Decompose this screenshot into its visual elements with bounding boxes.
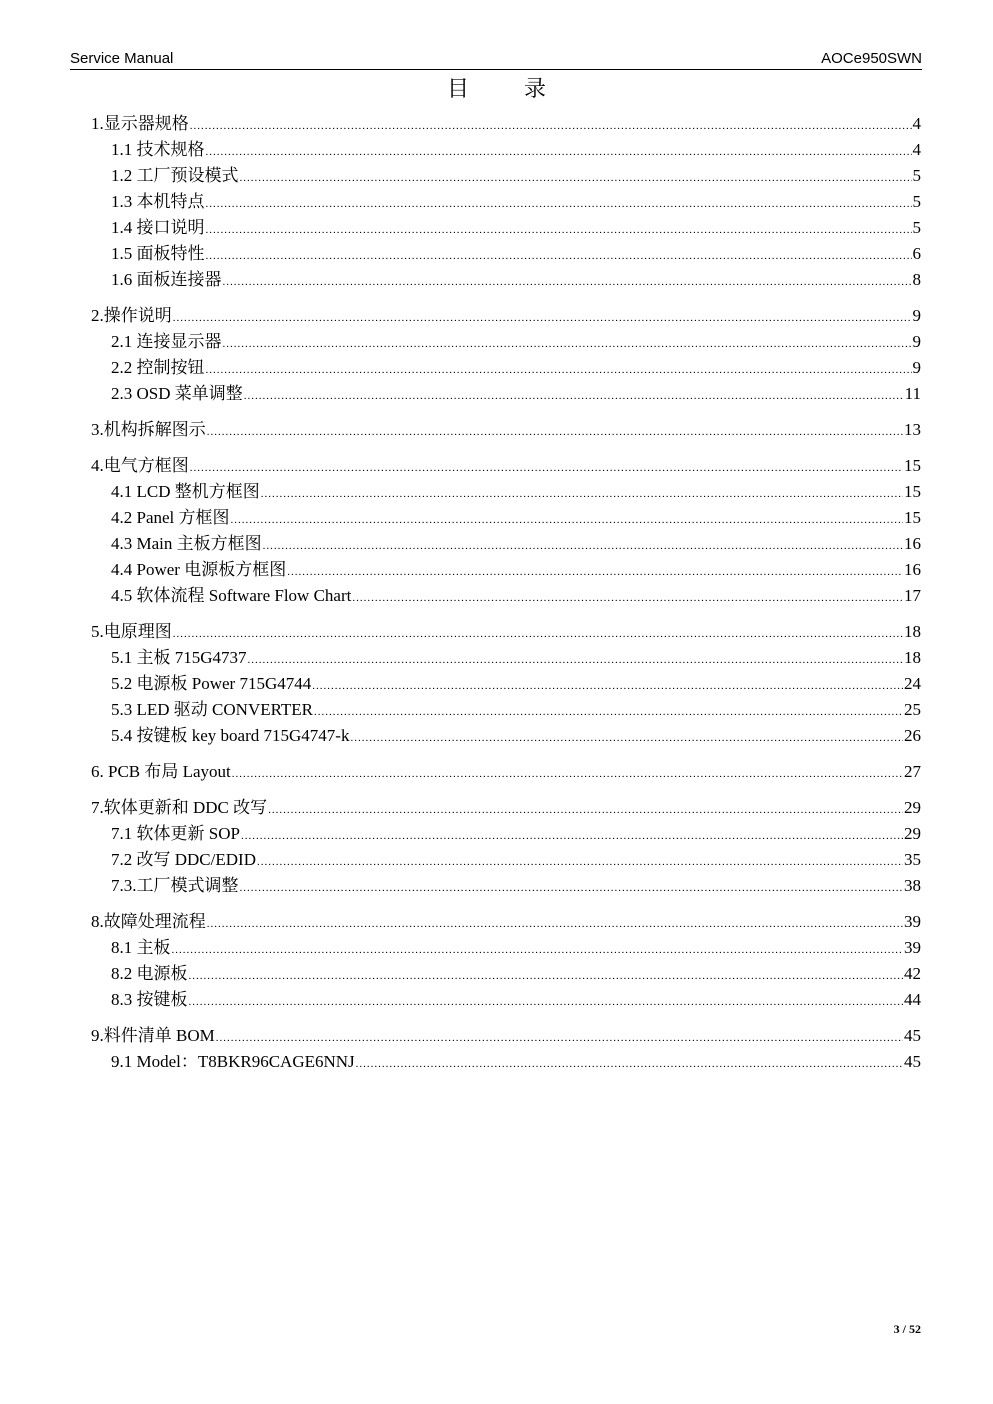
toc-dot-leader (231, 507, 903, 533)
toc-entry-page: 4 (912, 140, 921, 159)
toc-dot-leader (257, 849, 903, 875)
toc-dot-leader (232, 761, 903, 787)
toc-dot-leader (190, 113, 912, 139)
toc-dot-leader (314, 699, 903, 725)
toc-entry-page: 17 (904, 586, 921, 605)
toc-entry-page: 15 (904, 508, 921, 527)
toc-subsection-entry[interactable] (91, 189, 921, 215)
toc-dot-leader (223, 331, 912, 357)
toc-entry-page: 45 (904, 1026, 921, 1045)
toc-dot-leader (172, 937, 904, 963)
toc-entry-page: 29 (904, 798, 921, 817)
toc-dot-leader (206, 139, 912, 165)
toc-entry-page: 11 (904, 384, 921, 403)
toc-entry-title: 7.2 改写 DDC/EDID (111, 850, 256, 869)
toc-dot-leader (240, 165, 912, 191)
toc-title-char: 目 (446, 77, 469, 102)
toc-entry-title: 4.5 软体流程 Software Flow Chart (111, 586, 352, 605)
toc-entry-page: 15 (904, 456, 921, 475)
toc-entry-page: 5 (912, 166, 921, 185)
toc-entry-page: 15 (904, 482, 921, 501)
toc-entry-page: 38 (904, 876, 921, 895)
toc-entry-title: 4.2 Panel 方框图 (111, 508, 230, 527)
toc-entry-title: 9.料件清单 BOM (91, 1026, 215, 1045)
toc-entry-title: 1.4 接口说明 (111, 218, 205, 237)
toc-entry-title: 1.显示器规格 (91, 114, 189, 133)
toc-dot-leader (207, 911, 903, 937)
toc-dot-leader (207, 419, 903, 445)
toc-dot-leader (356, 1051, 903, 1077)
toc-dot-leader (263, 533, 903, 559)
toc-section-entry[interactable] (91, 453, 921, 479)
toc-entry-title: 8.3 按键板 (111, 990, 188, 1009)
toc-entry-page: 16 (904, 534, 921, 553)
toc-entry-title: 8.1 主板 (111, 938, 171, 957)
toc-subsection-entry[interactable] (91, 1049, 921, 1075)
toc-entry-page: 9 (912, 332, 921, 351)
toc-subsection-entry[interactable] (91, 381, 921, 407)
toc-section-entry[interactable] (91, 111, 921, 137)
toc-entry-page: 9 (912, 306, 921, 325)
toc-dot-leader (173, 305, 912, 331)
toc-entry-title: 2.3 OSD 菜单调整 (111, 384, 243, 403)
toc-dot-leader (350, 725, 903, 751)
toc-subsection-entry[interactable] (91, 821, 921, 847)
toc-entry-title: 2.操作说明 (91, 306, 172, 325)
toc-entry-title: 1.2 工厂预设模式 (111, 166, 239, 185)
toc-entry-page: 45 (904, 1052, 921, 1071)
toc-dot-leader (206, 357, 912, 383)
toc-entry-title: 9.1 Model：T8BKR96CAGE6NNJ (111, 1052, 355, 1071)
toc-subsection-entry[interactable] (91, 329, 921, 355)
toc-title (0, 72, 993, 103)
toc-dot-leader (244, 383, 904, 409)
toc-dot-leader (268, 797, 903, 823)
table-of-contents (91, 111, 921, 1075)
toc-subsection-entry[interactable] (91, 987, 921, 1013)
toc-dot-leader (223, 269, 912, 295)
toc-entry-title: 6. PCB 布局 Layout (91, 762, 231, 781)
toc-entry-title: 5.3 LED 驱动 CONVERTER (111, 700, 314, 719)
toc-entry-page: 18 (904, 648, 921, 667)
toc-entry-page: 35 (904, 850, 921, 869)
toc-dot-leader (206, 217, 912, 243)
toc-entry-title: 8.故障处理流程 (91, 912, 206, 931)
toc-dot-leader (190, 455, 903, 481)
toc-dot-leader (312, 673, 903, 699)
header-model-name: AOCe950SWN (821, 50, 922, 67)
toc-entry-title: 8.2 电源板 (111, 964, 188, 983)
header-manual-title: Service Manual (70, 50, 174, 67)
toc-subsection-entry[interactable] (91, 215, 921, 241)
toc-section-entry[interactable] (91, 303, 921, 329)
toc-entry-page: 13 (904, 420, 921, 439)
toc-title-char: 录 (524, 77, 547, 102)
toc-entry-page: 16 (904, 560, 921, 579)
toc-entry-page: 26 (904, 726, 921, 745)
toc-entry-title: 5.电原理图 (91, 622, 172, 641)
toc-subsection-entry[interactable] (91, 505, 921, 531)
toc-section-entry[interactable] (91, 909, 921, 935)
toc-entry-page: 18 (904, 622, 921, 641)
toc-subsection-entry[interactable] (91, 645, 921, 671)
toc-dot-leader (189, 989, 904, 1015)
toc-entry-page: 29 (904, 824, 921, 843)
toc-subsection-entry[interactable] (91, 935, 921, 961)
toc-entry-page: 8 (912, 270, 921, 289)
toc-entry-title: 5.2 电源板 Power 715G4744 (111, 674, 312, 693)
toc-entry-title: 4.4 Power 电源板方框图 (111, 560, 287, 579)
toc-dot-leader (287, 559, 903, 585)
toc-dot-leader (261, 481, 903, 507)
toc-dot-leader (206, 243, 912, 269)
toc-entry-title: 4.3 Main 主板方框图 (111, 534, 262, 553)
toc-section-entry[interactable] (91, 417, 921, 443)
toc-subsection-entry[interactable] (91, 847, 921, 873)
toc-entry-title: 5.4 按键板 key board 715G4747-k (111, 726, 350, 745)
toc-subsection-entry[interactable] (91, 267, 921, 293)
toc-dot-leader (240, 875, 904, 901)
toc-subsection-entry[interactable] (91, 723, 921, 749)
toc-entry-page: 44 (904, 990, 921, 1009)
toc-subsection-entry[interactable] (91, 697, 921, 723)
toc-dot-leader (352, 585, 903, 611)
toc-dot-leader (216, 1025, 903, 1051)
toc-subsection-entry[interactable] (91, 355, 921, 381)
toc-dot-leader (173, 621, 903, 647)
toc-entry-page: 9 (912, 358, 921, 377)
toc-dot-leader (206, 191, 912, 217)
toc-entry-page: 25 (904, 700, 921, 719)
toc-section-entry[interactable] (91, 759, 921, 785)
toc-entry-title: 1.5 面板特性 (111, 244, 205, 263)
toc-subsection-entry[interactable] (91, 479, 921, 505)
toc-entry-title: 1.3 本机特点 (111, 192, 205, 211)
toc-subsection-entry[interactable] (91, 531, 921, 557)
toc-dot-leader (241, 823, 903, 849)
toc-entry-page: 39 (904, 938, 921, 957)
toc-entry-page: 5 (912, 192, 921, 211)
toc-entry-title: 3.机构拆解图示 (91, 420, 206, 439)
toc-entry-page: 4 (912, 114, 921, 133)
toc-subsection-entry[interactable] (91, 557, 921, 583)
toc-entry-title: 7.1 软体更新 SOP (111, 824, 240, 843)
page-header (70, 48, 922, 70)
toc-section-entry[interactable] (91, 619, 921, 645)
toc-entry-title: 7.3.工厂模式调整 (111, 876, 239, 895)
toc-subsection-entry[interactable] (91, 137, 921, 163)
toc-section-entry[interactable] (91, 795, 921, 821)
toc-entry-title: 4.电气方框图 (91, 456, 189, 475)
toc-subsection-entry[interactable] (91, 671, 921, 697)
toc-subsection-entry[interactable] (91, 961, 921, 987)
toc-entry-title: 2.1 连接显示器 (111, 332, 222, 351)
page-number: 3 / 52 (893, 1322, 921, 1336)
toc-entry-title: 1.6 面板连接器 (111, 270, 222, 289)
toc-subsection-entry[interactable] (91, 583, 921, 609)
toc-entry-page: 42 (904, 964, 921, 983)
toc-dot-leader (189, 963, 904, 989)
toc-entry-page: 5 (912, 218, 921, 237)
toc-entry-title: 1.1 技术规格 (111, 140, 205, 159)
toc-entry-page: 6 (912, 244, 921, 263)
toc-subsection-entry[interactable] (91, 163, 921, 189)
toc-entry-title: 2.2 控制按钮 (111, 358, 205, 377)
toc-section-entry[interactable] (91, 1023, 921, 1049)
toc-entry-page: 39 (904, 912, 921, 931)
toc-entry-title: 5.1 主板 715G4737 (111, 648, 247, 667)
toc-subsection-entry[interactable] (91, 873, 921, 899)
toc-entry-title: 4.1 LCD 整机方框图 (111, 482, 260, 501)
toc-dot-leader (248, 647, 903, 673)
toc-entry-page: 27 (904, 762, 921, 781)
toc-entry-page: 24 (904, 674, 921, 693)
toc-entry-title: 7.软体更新和 DDC 改写 (91, 798, 268, 817)
toc-subsection-entry[interactable] (91, 241, 921, 267)
